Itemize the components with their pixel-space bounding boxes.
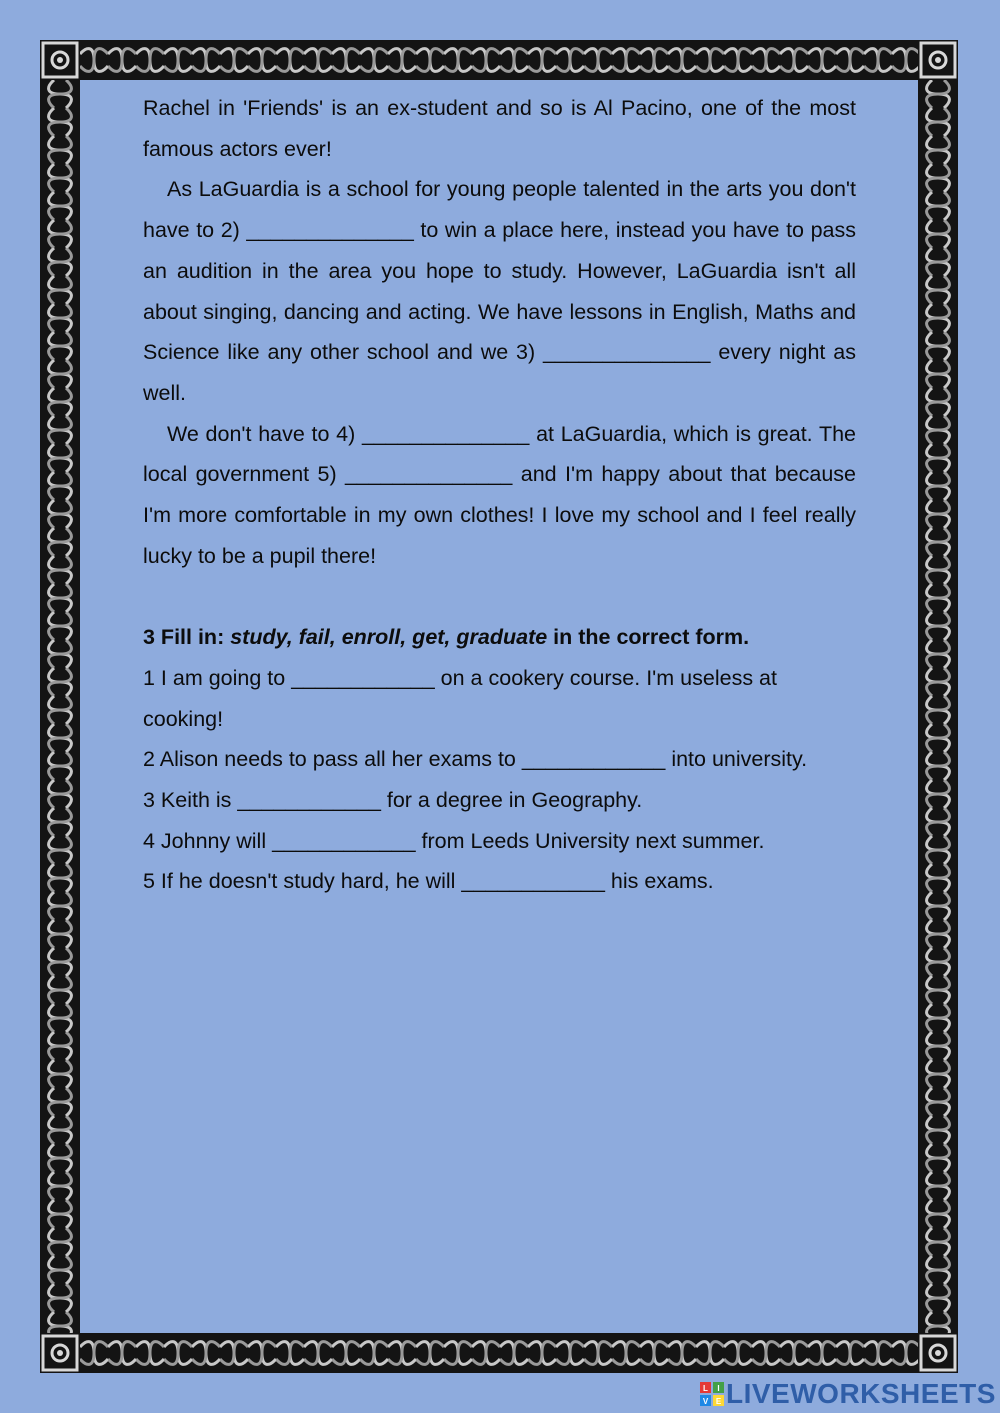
exercise-item: 4 Johnny will ____________ from Leeds University next summer.	[143, 828, 765, 853]
heading-suffix: in the correct form.	[547, 625, 750, 650]
svg-text:E: E	[715, 1397, 722, 1406]
rope-border-left	[40, 80, 80, 1333]
worksheet-content	[143, 88, 856, 902]
corner-ornament-icon	[918, 40, 958, 80]
corner-ornament-icon	[918, 1333, 958, 1373]
exercise-heading	[143, 617, 856, 658]
svg-text:V: V	[702, 1397, 709, 1406]
exercise-item: 5 If he doesn't study hard, he will ____________ his exams.	[143, 869, 714, 894]
exercise-item: 3 Keith is ____________ for a degree in Geography.	[143, 787, 643, 812]
spacer	[143, 576, 856, 617]
passage-paragraph: Rachel in 'Friends' is an ex-student and so is Al Pacino, one of the most famous actors ever!	[143, 96, 856, 161]
exercise-item: 1 I am going to ____________ on a cookery course. I'm useless at cooking!	[143, 665, 777, 731]
rope-border-bottom	[80, 1333, 918, 1373]
liveworksheets-icon	[700, 1382, 724, 1406]
rope-border-top	[80, 40, 918, 80]
exercise-item: 2 Alison needs to pass all her exams to ____________ into university.	[143, 747, 808, 772]
corner-ornament-icon	[40, 40, 80, 80]
svg-text:I: I	[717, 1384, 720, 1393]
passage-paragraph: As LaGuardia is a school for young people talented in the arts you don't have to 2) ______________ to win a place here, instead you have to pass an audition in the area you hope to study. However, LaGuardia isn't all about singing, dancing and acting. We have lessons in English, Maths and Science like any other school and we 3) ______________ every night as well.	[143, 177, 856, 405]
heading-prefix: 3 Fill in:	[143, 625, 231, 650]
rope-border-right	[918, 80, 958, 1333]
watermark-text: LIVEWORKSHEETS	[726, 1378, 996, 1409]
corner-ornament-icon	[40, 1333, 80, 1373]
svg-text:L: L	[703, 1384, 708, 1393]
liveworksheets-logo	[700, 1378, 996, 1410]
heading-word-list: study, fail, enroll, get, graduate	[230, 625, 548, 650]
passage-paragraph: We don't have to 4) ______________ at LaGuardia, which is great. The local government 5) ______________ and I'm happy about that because I'm more comfortable in my own clothes! I love my school and I feel really lucky to be a pupil there!	[143, 421, 856, 568]
